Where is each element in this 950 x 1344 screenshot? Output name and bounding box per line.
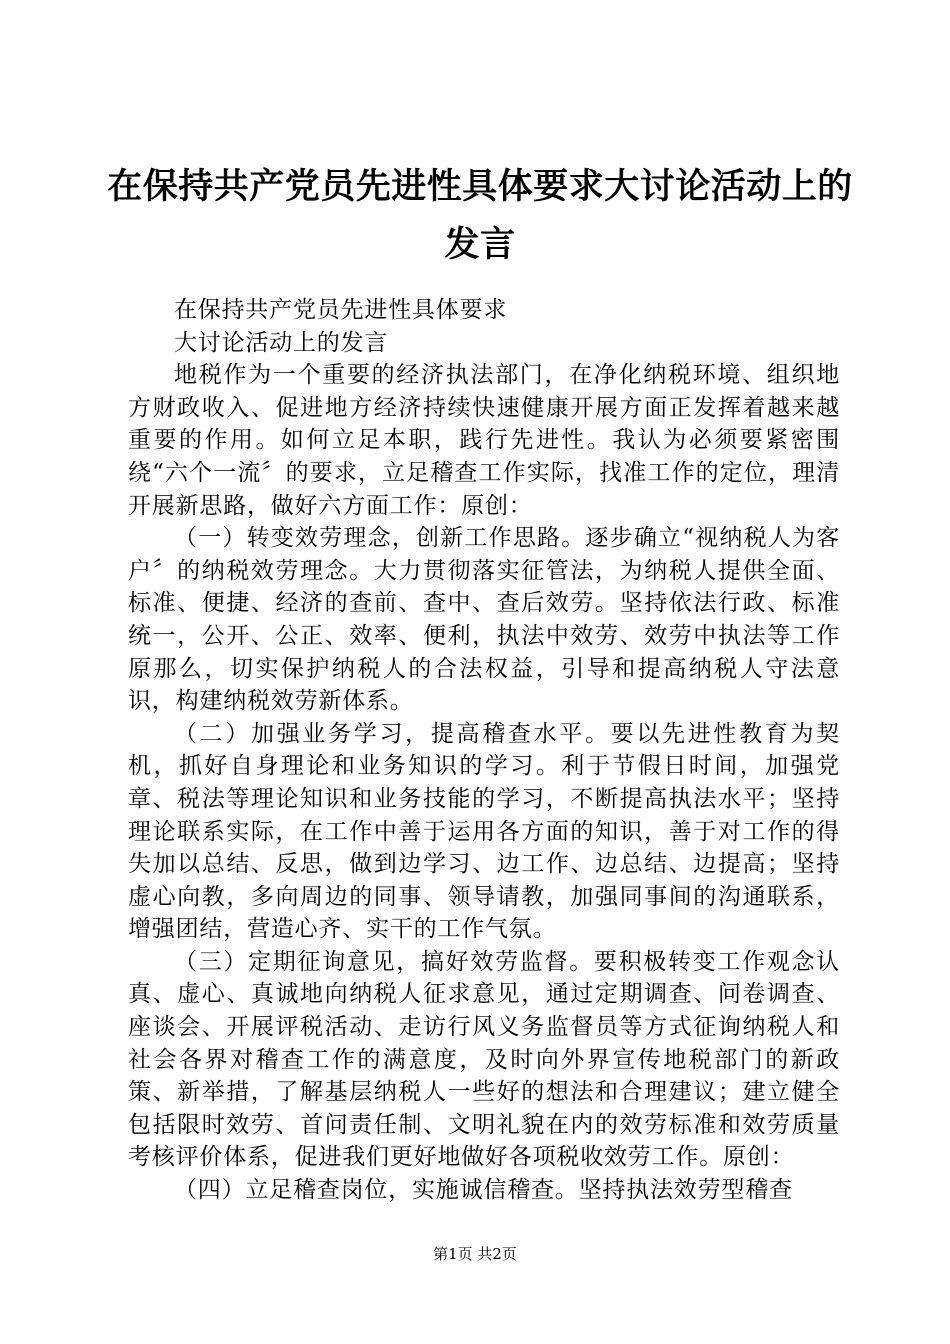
paragraph-section-2: （二）加强业务学习，提高稽查水平。要以先进性教育为契机，抓好自身理论和业务知识的学习。利于节假日时间，加强党章、税法等理论知识和业务技能的学习，不断提高执法水平；坚持理论联系实际，在工作中善于运用各方面的知识，善于对工作的得失加以总结、反思，做到边学习、边工作、边总结、边提高；坚持虚心向教，多向周边的同事、领导请教，加强同事间的沟通联系，增强团结，营造心齐、实干的工作气氛。 <box>128 720 840 943</box>
paragraph-section-1: （一）转变效劳理念，创新工作思路。逐步确立“视纳税人为客户〞的纳税效劳理念。大力贯彻落实征管法，为纳税人提供全面、标准、便捷、经济的查前、查中、查后效劳。坚持依法行政、标准统一，公开、公正、效率、便利，执法中效劳、效劳中执法等工作原那么，切实保护纳税人的合法权益，引导和提高纳税人守法意识，构建纳税效劳新体系。 <box>128 525 840 715</box>
paragraph-section-3: （三）定期征询意见，搞好效劳监督。要积极转变工作观念认真、虚心、真诚地向纳税人征求意见，通过定期调查、问卷调查、座谈会、开展评税活动、走访行风义务监督员等方式征询纳税人和社会各界对稽查工作的满意度，及时向外界宣传地税部门的新政策、新举措，了解基层纳税人一些好的想法和合理建议；建立健全包括限时效劳、首问责任制、文明礼貌在内的效劳标准和效劳质量考核评价体系，促进我们更好地做好各项税收效劳工作。原创： <box>128 948 840 1171</box>
subtitle-line-1: 在保持共产党员先进性具体要求 <box>174 297 508 323</box>
subtitle-line-2: 大讨论活动上的发言 <box>174 329 389 356</box>
page-number-footer: 第1页 共2页 <box>433 1245 517 1263</box>
paragraph-section-4: （四）立足稽查岗位，实施诚信稽查。坚持执法效劳型稽查 <box>174 1177 793 1204</box>
paragraph-intro: 地税作为一个重要的经济执法部门，在净化纳税环境、组织地方财政收入、促进地方经济持续快速健康开展方面正发挥着越来越重要的作用。如何立足本职，践行先进性。我认为必须要紧密围绕“六个一流〞的要求，立足稽查工作实际，找准工作的定位，理清开展新思路，做好六方面工作：原创： <box>128 362 840 519</box>
document-title: 在保持共产党员先进性具体要求大讨论活动上的发言 <box>107 167 853 265</box>
document-body <box>128 294 840 1207</box>
